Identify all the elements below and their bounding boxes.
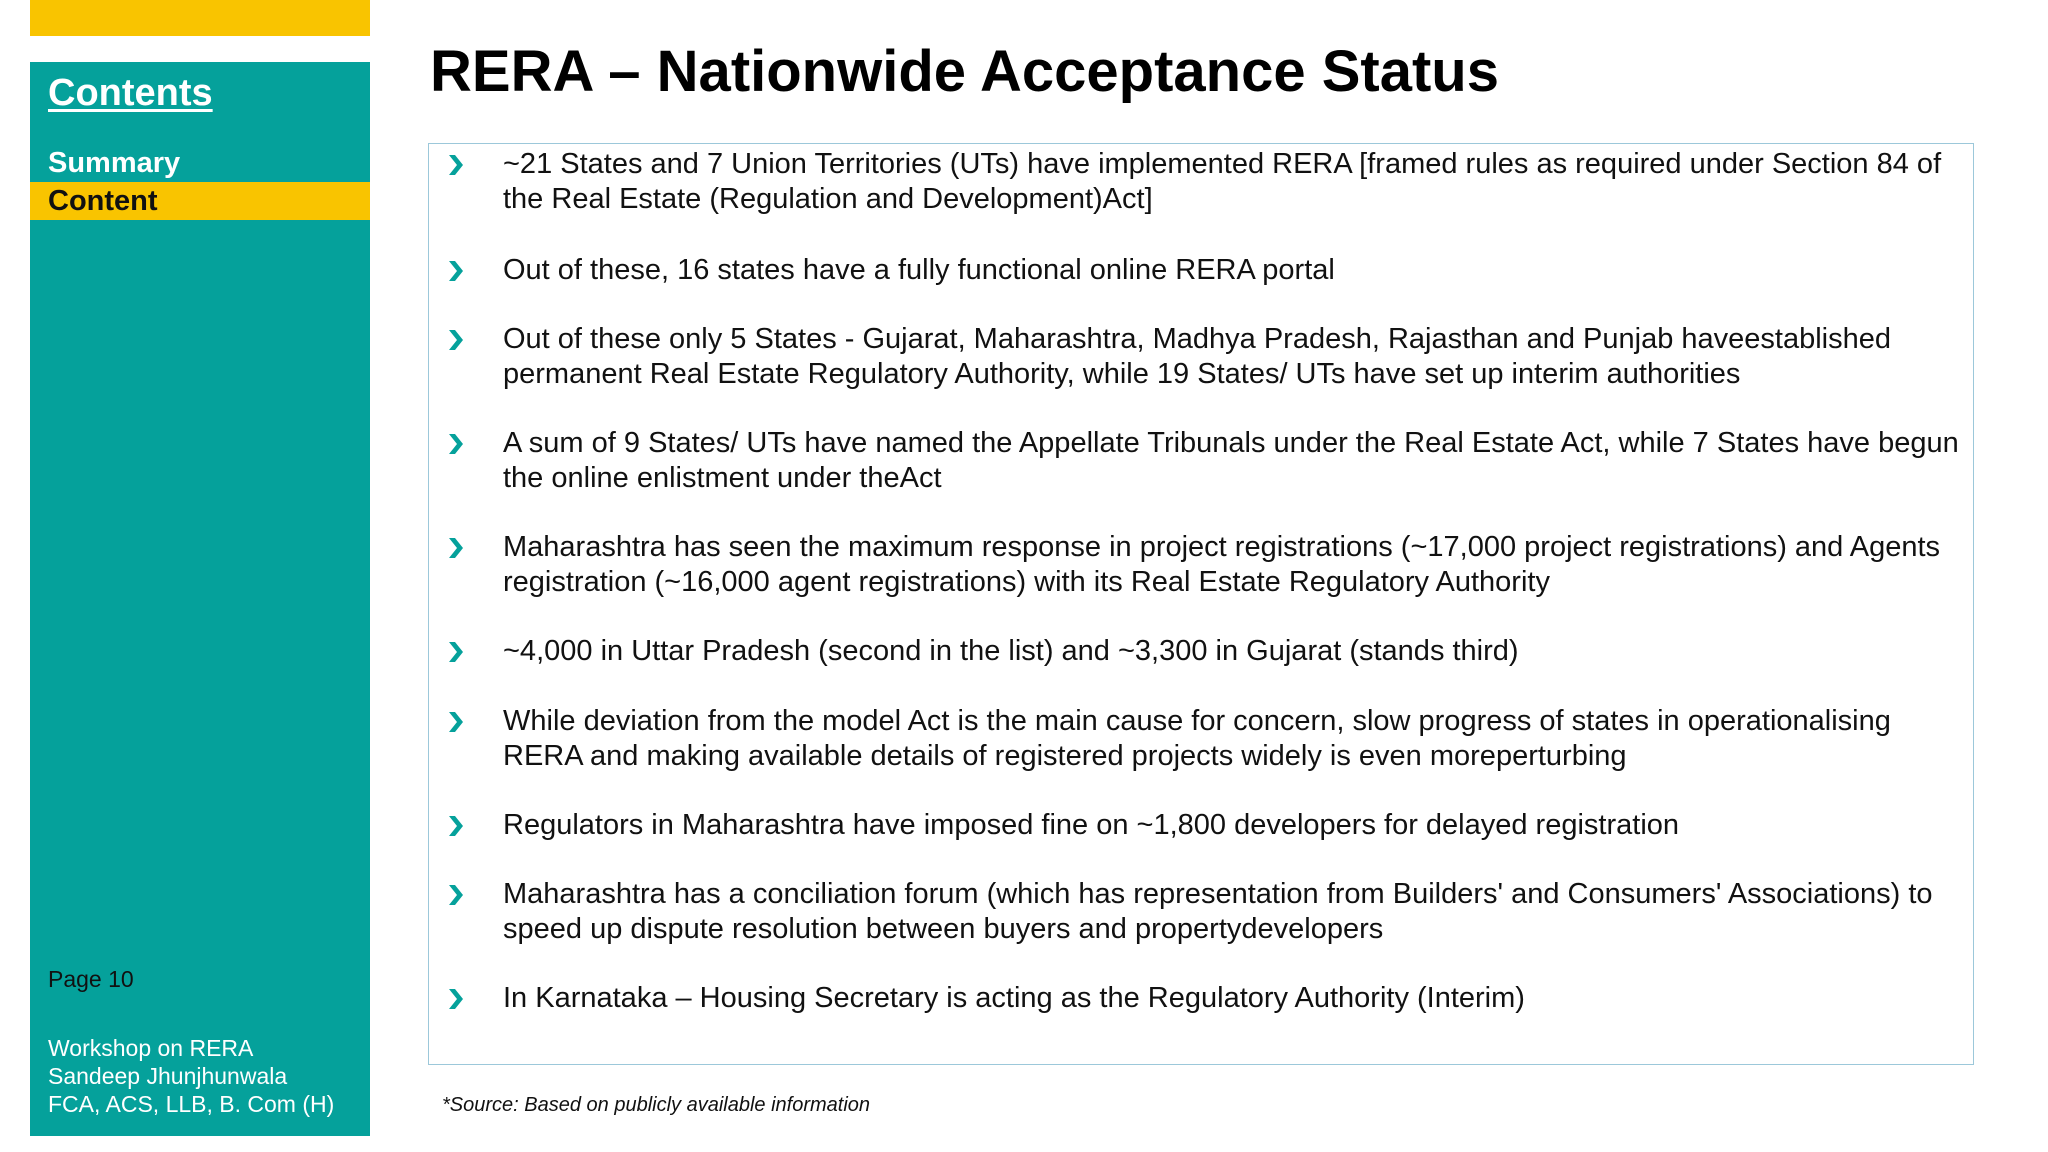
- chevron-right-icon: [443, 883, 467, 907]
- source-note: *Source: Based on publicly available information: [442, 1094, 871, 1116]
- footer-line-credentials: FCA, ACS, LLB, B. Com (H): [48, 1091, 335, 1117]
- bullet-text: ~21 States and 7 Union Territories (UTs) have implemented RERA [framed rules as required under Section 84 of the Real Estate (Regulation and Development)Act]: [503, 148, 1942, 215]
- bullet-text: Out of these only 5 States - Gujarat, Maharashtra, Madhya Pradesh, Rajasthan and Punjab haveestablished permanent Real Estate Regulatory Authority, while 19 States/ UTs have set up interim authorities: [503, 323, 1891, 390]
- bullet-text: Maharashtra has seen the maximum response in project registrations (~17,000 project registrations) and Agents registration (~16,000 agent registrations) with its Real Estate Regulatory Authority: [503, 531, 1941, 598]
- chevron-right-icon: [443, 259, 467, 283]
- bullet-text: ~4,000 in Uttar Pradesh (second in the list) and ~3,300 in Gujarat (stands third): [503, 635, 1519, 667]
- sidebar-item-summary[interactable]: Summary: [48, 147, 181, 179]
- chevron-right-icon: [443, 710, 467, 734]
- bullet-text: In Karnataka – Housing Secretary is acting as the Regulatory Authority (Interim): [503, 982, 1525, 1014]
- sidebar: [30, 62, 370, 1136]
- bullet-text: A sum of 9 States/ UTs have named the Appellate Tribunals under the Real Estate Act, while 7 States have begun the online enlistment under theAct: [503, 427, 1959, 494]
- page-number: Page 10: [48, 966, 134, 992]
- top-accent-bar: [30, 0, 370, 36]
- chevron-right-icon: [443, 153, 467, 177]
- content-box: [428, 143, 1974, 1065]
- chevron-right-icon: [443, 536, 467, 560]
- bullet-text: While deviation from the model Act is the main cause for concern, slow progress of states in operationalising RERA and making available details of registered projects widely is even moreperturbing: [503, 705, 1891, 772]
- sidebar-footer: [48, 1034, 334, 1118]
- chevron-right-icon: [443, 814, 467, 838]
- bullet-text: Regulators in Maharashtra have imposed fine on ~1,800 developers for delayed registration: [503, 809, 1680, 841]
- page-title: RERA – Nationwide Acceptance Status: [430, 39, 1499, 104]
- chevron-right-icon: [443, 328, 467, 352]
- sidebar-title[interactable]: Contents: [48, 72, 213, 114]
- chevron-right-icon: [443, 432, 467, 456]
- sidebar-item-content[interactable]: Content: [30, 182, 370, 220]
- footer-line-workshop: Workshop on RERA: [48, 1035, 254, 1061]
- bullet-text: Maharashtra has a conciliation forum (which has representation from Builders' and Consumers' Associations) to speed up dispute resolution between buyers and propertydevelopers: [503, 878, 1933, 945]
- chevron-right-icon: [443, 640, 467, 664]
- bullet-text: Out of these, 16 states have a fully functional online RERA portal: [503, 254, 1335, 286]
- chevron-right-icon: [443, 987, 467, 1011]
- footer-line-author: Sandeep Jhunjhunwala: [48, 1063, 288, 1089]
